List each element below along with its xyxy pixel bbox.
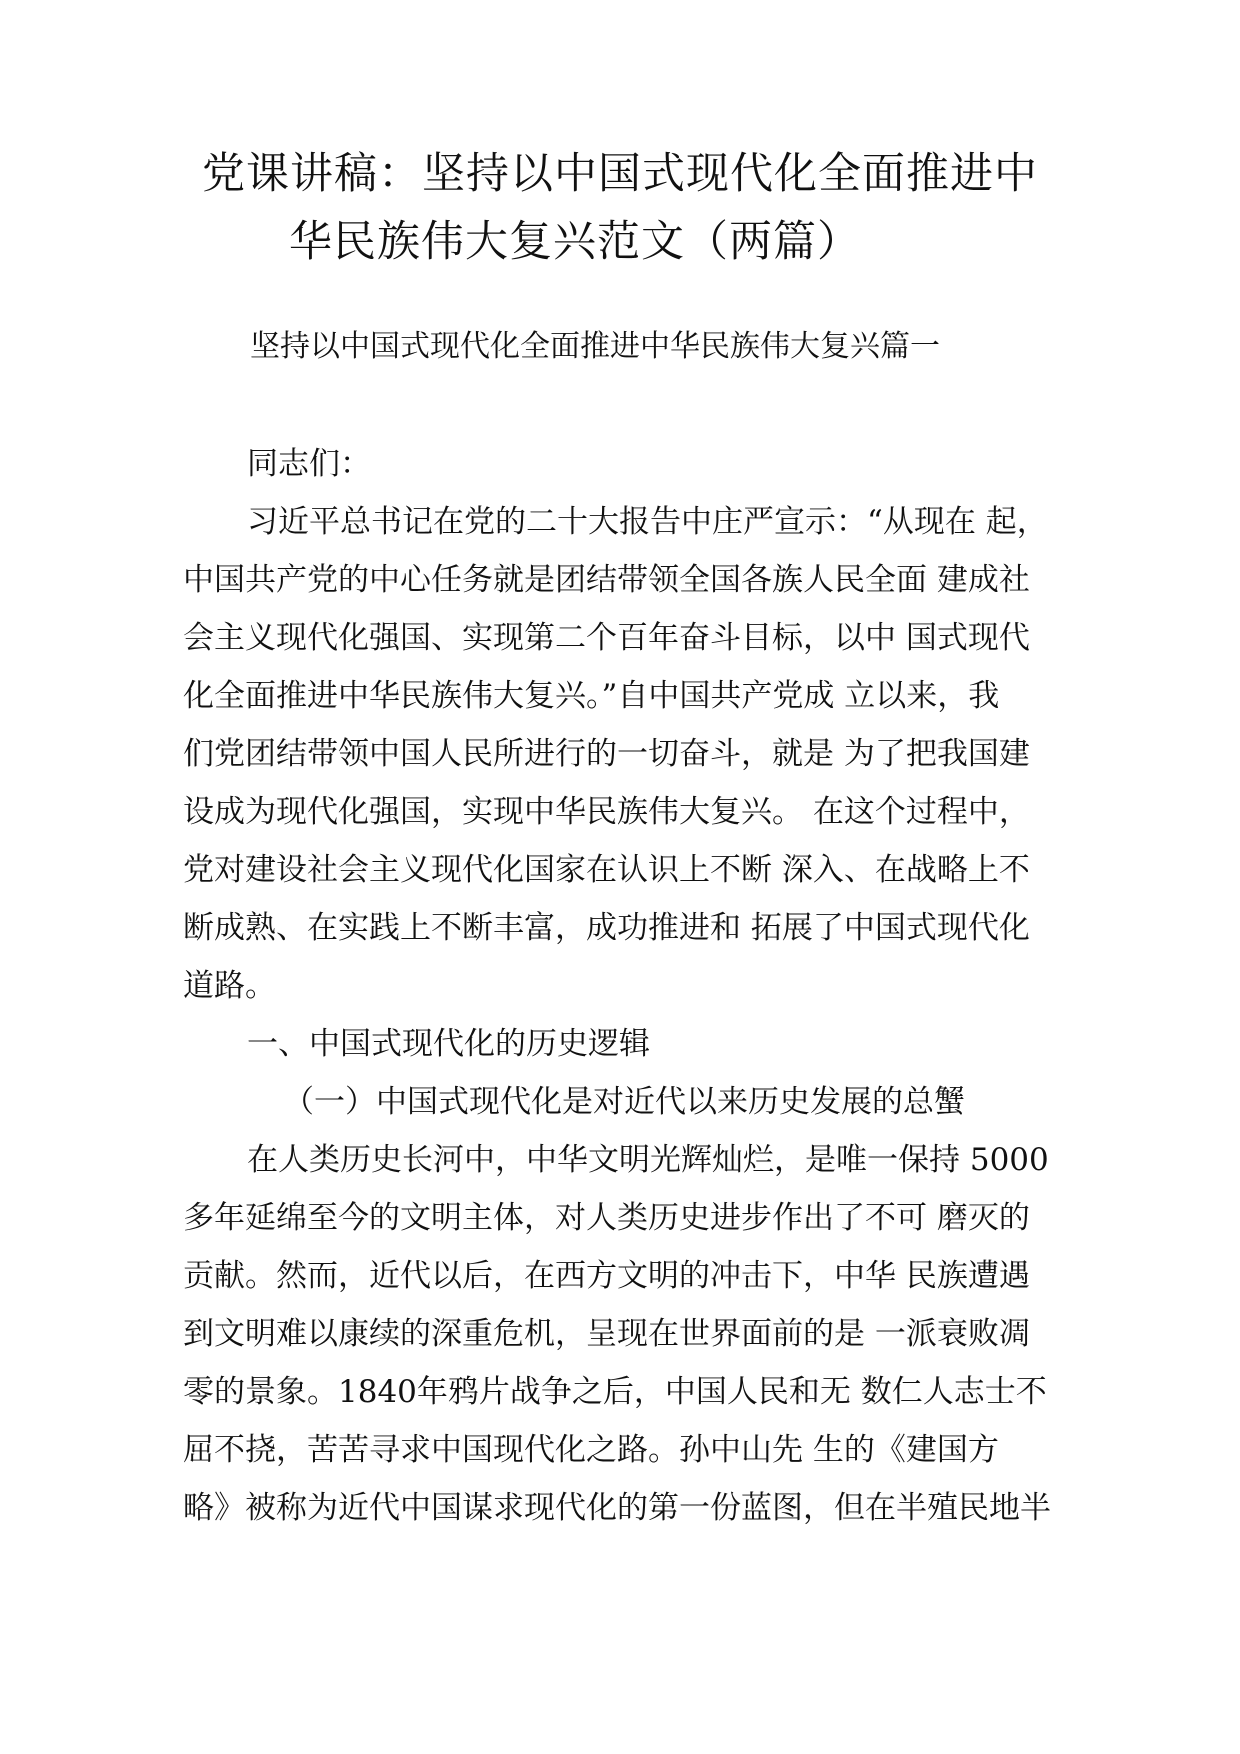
paragraph-line: 断成熟、在实践上不断丰富，成功推进和 拓展了中国式现代化 [183,910,1030,946]
paragraph-line: 习近平总书记在党的二十大报告中庄严宣示：“从现在 起， [247,504,1048,540]
paragraph-line: 贡献。然而，近代以后，在西方文明的冲击下，中华 民族遭遇 [183,1258,1030,1294]
paragraph-line: 中国共产党的中心任务就是团结带领全国各族人民全面 建成社 [183,562,1030,598]
paragraph-line: 略》被称为近代中国谋求现代化的第一份蓝图，但在半殖民地半 [183,1490,1051,1526]
document-body [183,435,1063,1537]
paragraph-line: 党对建设社会主义现代化国家在认识上不断 深入、在战略上不 [183,852,1030,888]
paragraph-line: 们党团结带领中国人民所进行的一切奋斗，就是 为了把我国建 [183,736,1030,772]
subsection-heading: （一）中国式现代化是对近代以来历史发展的总蟹 [283,1084,965,1120]
section-heading: 一、中国式现代化的历史逻辑 [247,1026,650,1062]
salutation: 同志们： [247,446,371,482]
paragraph-line: 设成为现代化强国，实现中华民族伟大复兴。 在这个过程中， [183,794,1030,830]
section-subtitle: 坚持以中国式现代化全面推进中华民族伟大复兴篇一 [250,329,940,364]
paragraph-line: 道路。 [183,968,276,1004]
paragraph-line: 屈不挠，苦苦寻求中国现代化之路。孙中山先 生的《建国方 [183,1432,999,1468]
title-line-2: 华民族伟大复兴范文（两篇） [289,217,861,267]
document-title [150,140,1090,276]
paragraph-line: 零的景象。1840年鸦片战争之后，中国人民和无 数仁人志士不 [183,1374,1047,1410]
paragraph-line: 会主义现代化强国、实现第二个百年奋斗目标，以中 国式现代 [183,620,1030,656]
paragraph-line: 多年延绵至今的文明主体，对人类历史进步作出了不可 磨灭的 [183,1200,1030,1236]
title-line-1: 党课讲稿：坚持以中国式现代化全面推进中 [202,149,1038,199]
paragraph-line: 到文明难以康续的深重危机，呈现在世界面前的是 一派衰败凋 [183,1316,1030,1352]
paragraph-line: 在人类历史长河中，中华文明光辉灿烂，是唯一保持 5000 [247,1142,1049,1178]
paragraph-line: 化全面推进中华民族伟大复兴。”自中国共产党成 立以来，我 [183,678,1000,714]
